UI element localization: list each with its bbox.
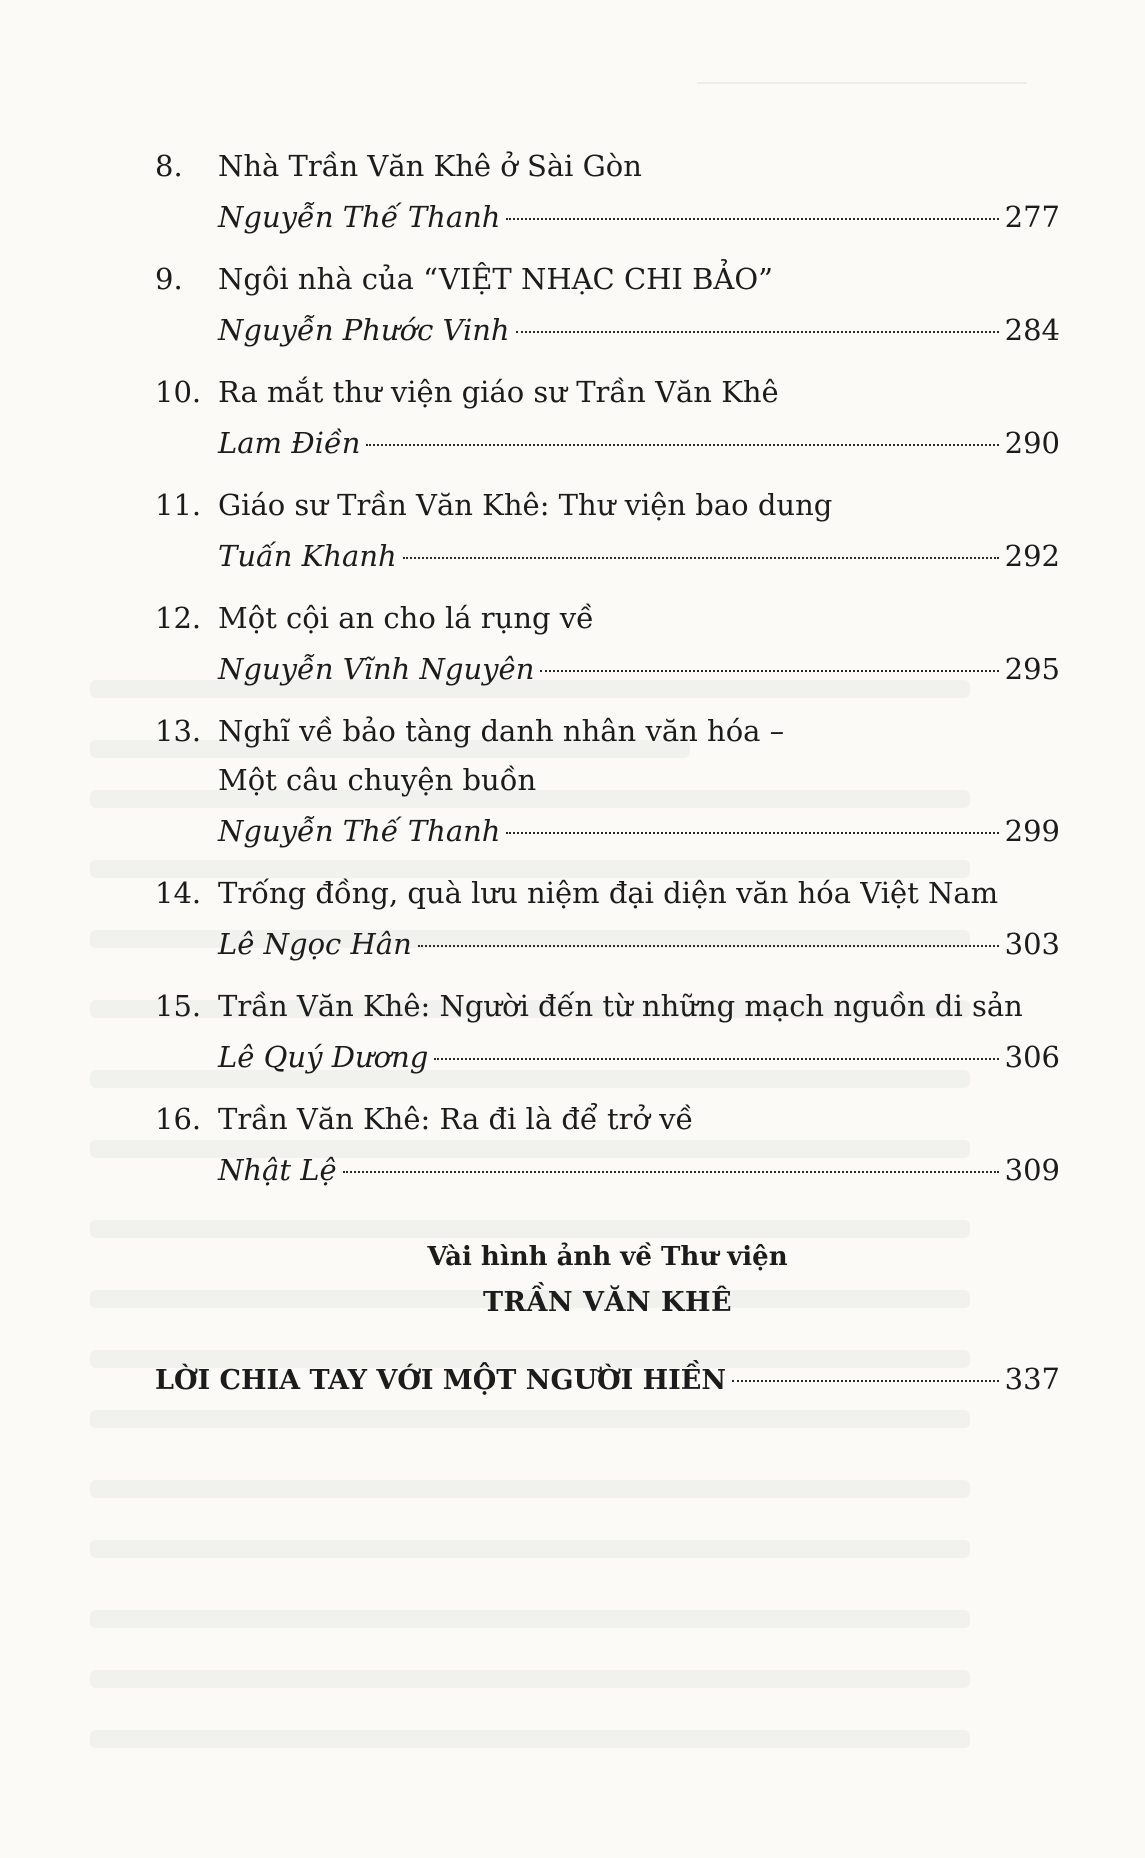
- final-entry-page-number: 337: [1004, 1362, 1060, 1396]
- section-heading-line2: TRẦN VĂN KHÊ: [482, 1287, 733, 1318]
- entry-author-line: [218, 918, 1060, 970]
- final-entry-title: LỜI CHIA TAY VỚI MỘT NGƯỜI HIỀN: [155, 1365, 727, 1396]
- entry-number: 13.: [155, 714, 202, 748]
- entry-author: Nguyễn Thế Thanh: [218, 200, 501, 234]
- final-toc-entry: [155, 1354, 1060, 1406]
- entry-page-number: 295: [1004, 652, 1060, 686]
- entry-author: Lam Điền: [218, 426, 361, 460]
- entry-page-number: 290: [1004, 426, 1060, 460]
- toc-entry: [155, 142, 1060, 243]
- entry-author: Lê Ngọc Hân: [218, 927, 412, 961]
- entry-author: Nguyễn Vĩnh Nguyên: [218, 652, 535, 686]
- dot-leader: [732, 1380, 999, 1382]
- dot-leader: [516, 331, 999, 333]
- entry-number: 10.: [155, 375, 202, 409]
- entry-author-line: [218, 643, 1060, 695]
- dot-leader: [343, 1171, 999, 1173]
- toc-entry: [155, 869, 1060, 970]
- entry-author: Nguyễn Phước Vinh: [218, 313, 510, 347]
- toc-entry: [155, 481, 1060, 582]
- entry-number: 15.: [155, 989, 202, 1023]
- toc-entry: [155, 982, 1060, 1083]
- entry-page-number: 303: [1004, 927, 1060, 961]
- entry-author: Tuấn Khanh: [218, 539, 397, 573]
- entry-author-line: [218, 1031, 1060, 1083]
- toc-entry: [155, 1095, 1060, 1196]
- table-of-contents: [155, 142, 1060, 1406]
- entry-number: 9.: [155, 262, 183, 296]
- entry-author-line: [218, 1144, 1060, 1196]
- entry-title-continued: Một câu chuyện buồn: [218, 763, 537, 797]
- entry-number: 16.: [155, 1102, 202, 1136]
- entry-title: Ngôi nhà của “VIỆT NHẠC CHI BẢO”: [218, 262, 773, 296]
- entry-page-number: 292: [1004, 539, 1060, 573]
- toc-entry: [155, 368, 1060, 469]
- entry-author-line: [218, 417, 1060, 469]
- dot-leader: [366, 444, 998, 446]
- entry-page-number: 306: [1004, 1040, 1060, 1074]
- entry-page-number: 284: [1004, 313, 1060, 347]
- entry-title: Trống đồng, quà lưu niệm đại diện văn hóa Việt Nam: [218, 876, 999, 910]
- entry-author: Lê Quý Dương: [218, 1040, 429, 1074]
- entry-page-number: 277: [1004, 200, 1060, 234]
- dot-leader: [540, 670, 998, 672]
- dot-leader: [434, 1058, 998, 1060]
- entry-title: Nhà Trần Văn Khê ở Sài Gòn: [218, 149, 642, 183]
- entry-title: Giáo sư Trần Văn Khê: Thư viện bao dung: [218, 488, 833, 522]
- entry-author-line: [218, 191, 1060, 243]
- toc-entry: [155, 707, 1060, 857]
- entry-title: Nghĩ về bảo tàng danh nhân văn hóa –: [218, 714, 785, 748]
- dot-leader: [418, 945, 999, 947]
- entry-number: 14.: [155, 876, 202, 910]
- toc-entry: [155, 255, 1060, 356]
- dot-leader: [403, 557, 999, 559]
- entry-title: Trần Văn Khê: Ra đi là để trở về: [218, 1102, 694, 1136]
- entry-author: Nguyễn Thế Thanh: [218, 814, 501, 848]
- dot-leader: [506, 832, 998, 834]
- entry-title: Một cội an cho lá rụng về: [218, 601, 595, 635]
- entry-number: 12.: [155, 601, 202, 635]
- entry-title: Ra mắt thư viện giáo sư Trần Văn Khê: [218, 375, 779, 409]
- entry-page-number: 309: [1004, 1153, 1060, 1187]
- page-header-shadow: [697, 82, 1027, 84]
- toc-entry: [155, 594, 1060, 695]
- section-heading-line1: Vài hình ảnh về Thư viện: [427, 1242, 788, 1272]
- entry-author: Nhật Lệ: [218, 1153, 337, 1187]
- entry-number: 8.: [155, 149, 183, 183]
- section-heading: [155, 1234, 1060, 1326]
- entry-title: Trần Văn Khê: Người đến từ những mạch nguồn di sản: [218, 989, 1023, 1023]
- entry-author-line: [218, 304, 1060, 356]
- entry-author-line: [218, 530, 1060, 582]
- entry-page-number: 299: [1004, 814, 1060, 848]
- entry-number: 11.: [155, 488, 202, 522]
- entry-author-line: [218, 805, 1060, 857]
- dot-leader: [506, 218, 998, 220]
